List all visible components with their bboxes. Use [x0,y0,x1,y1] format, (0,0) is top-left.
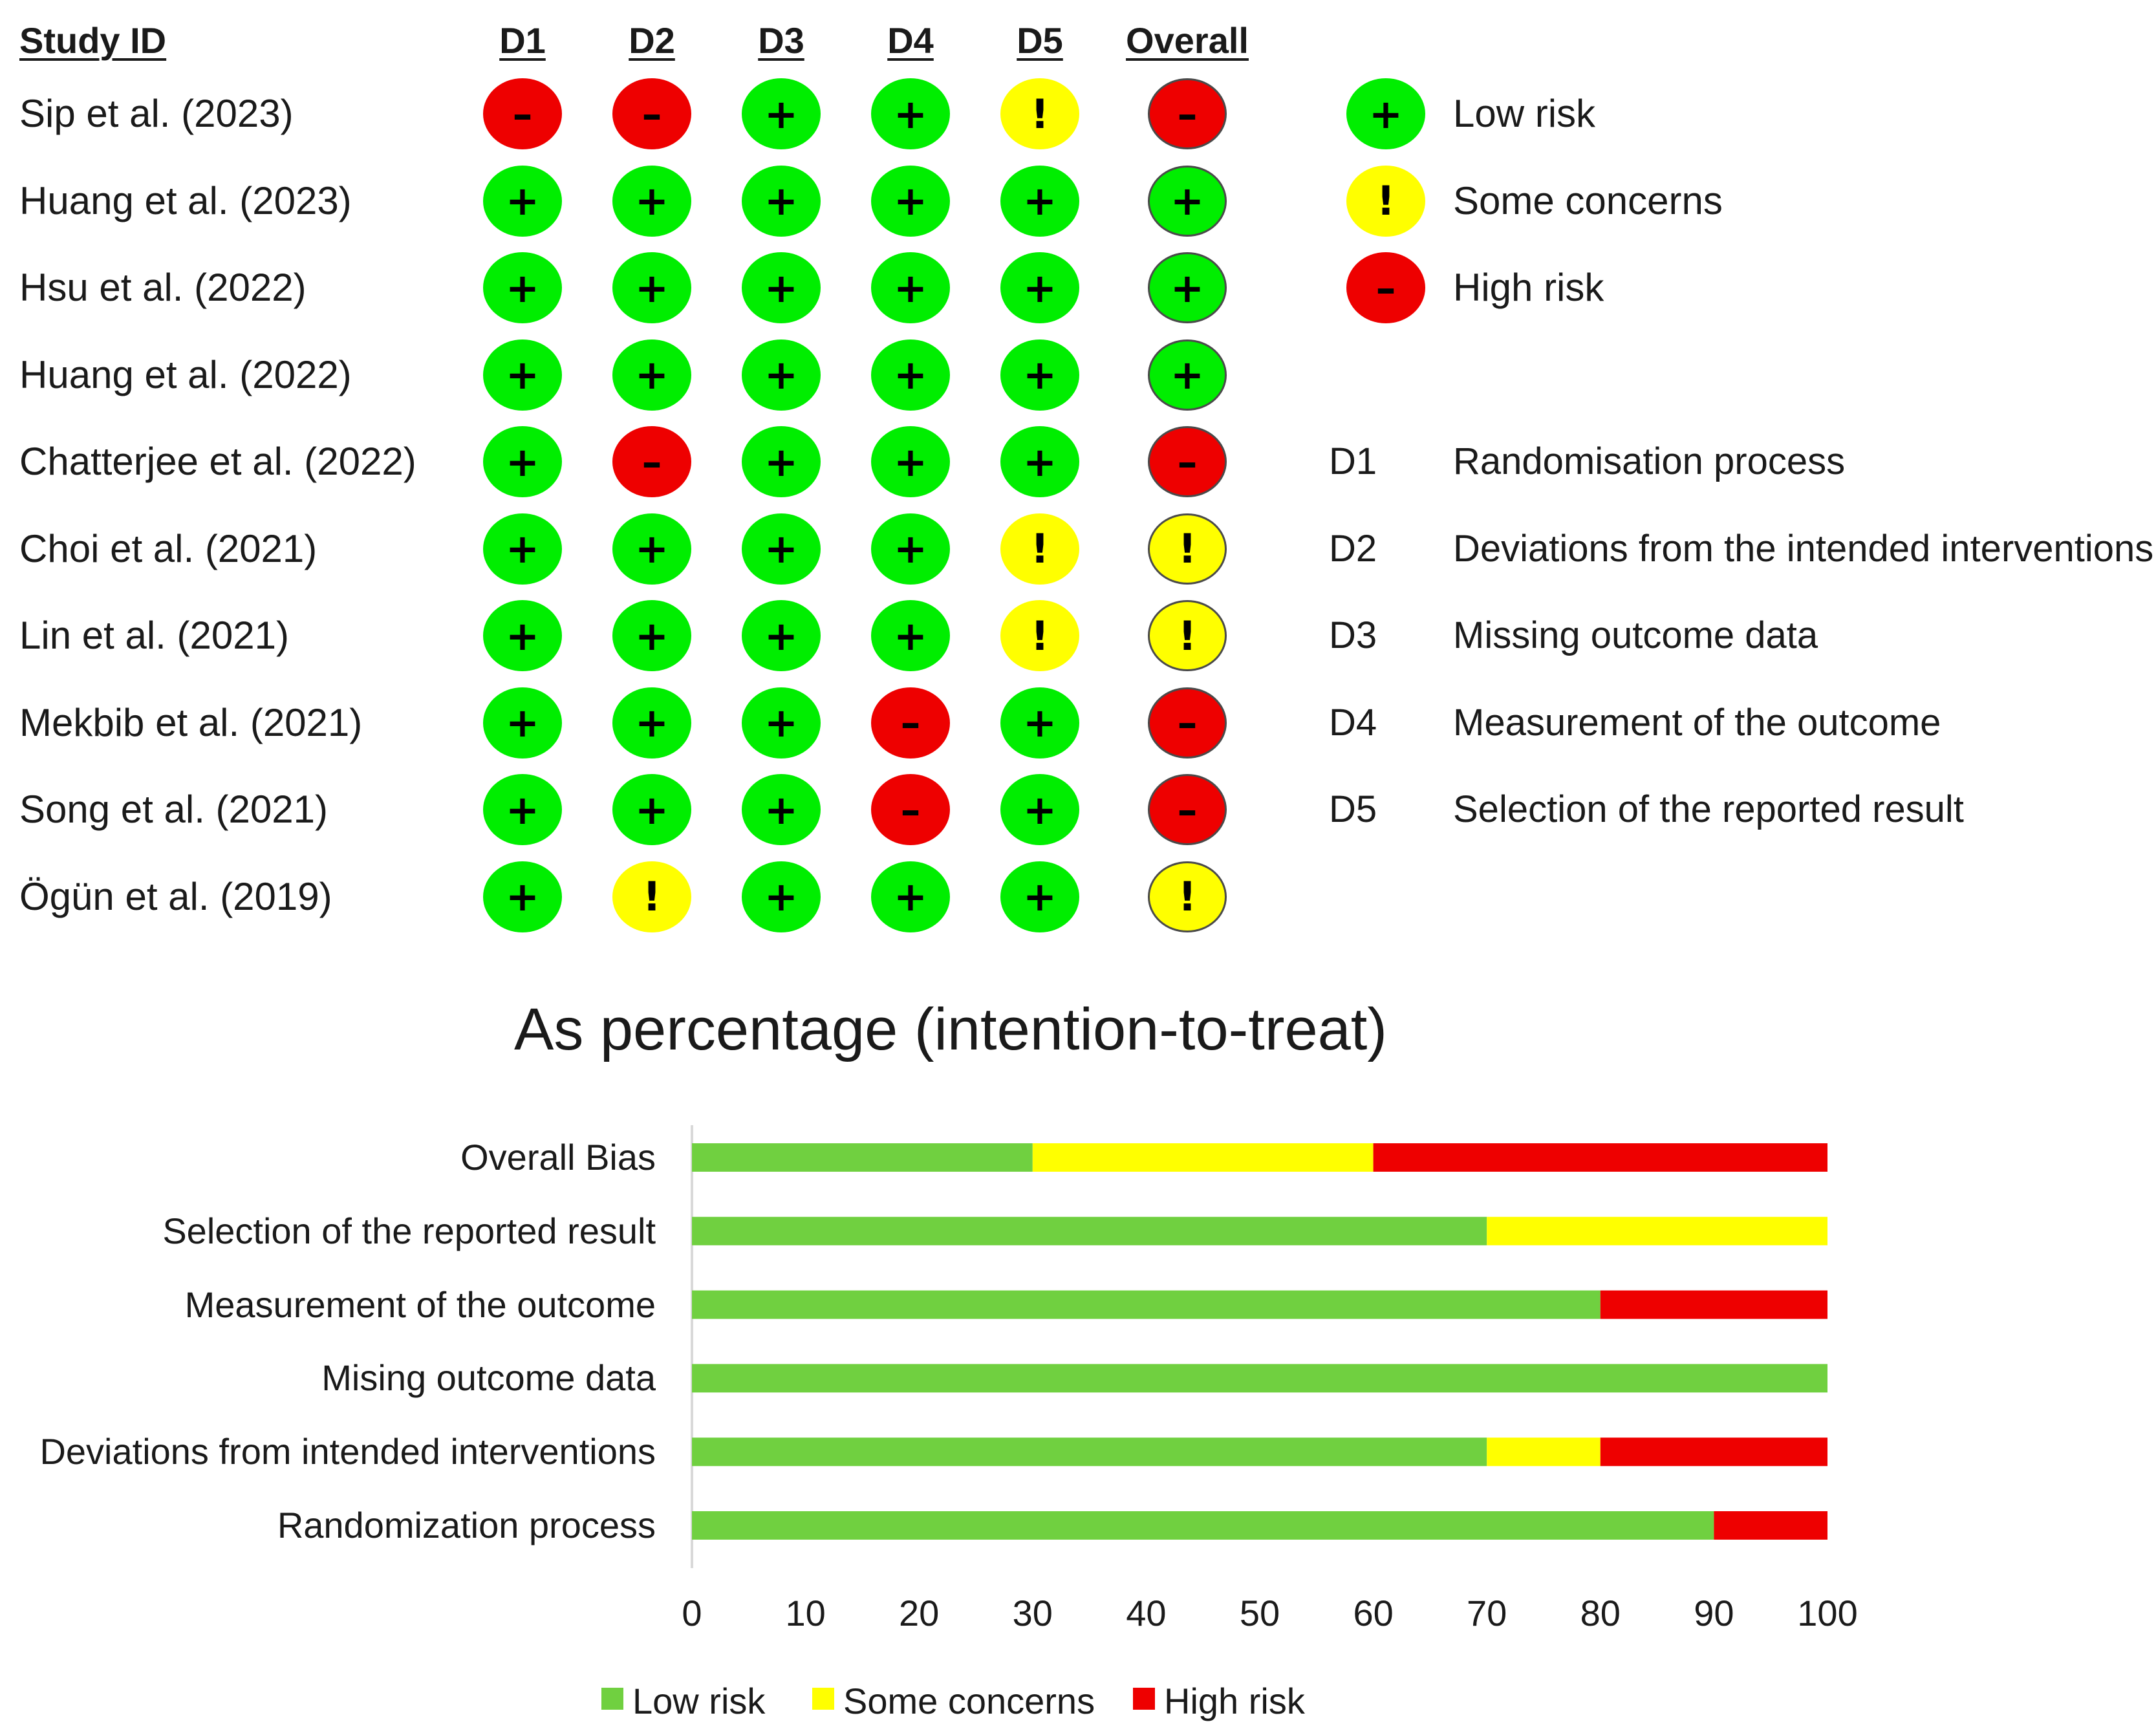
rating-high-icon: – [871,774,950,845]
legend-swatch [812,1688,834,1710]
rating-low-icon: + [483,861,562,932]
study-id-header: Study ID [19,20,167,61]
rating-low-icon: + [612,513,691,585]
rating-low-icon: + [483,687,562,759]
bar-category-label: Randomization process [277,1505,656,1545]
study-label: Huang et al. (2023) [19,178,352,222]
study-label: Lin et al. (2021) [19,614,289,657]
domain-description: Selection of the reported result [1453,788,1964,830]
rating-low-icon: + [871,78,950,149]
x-tick-label: 70 [1467,1593,1507,1633]
study-label: Ögün et al. (2019) [19,874,332,918]
rating-low-icon: + [742,600,821,671]
rating-low-icon: + [742,861,821,932]
rating-some-icon: ! [1148,513,1227,585]
x-tick-label: 80 [1580,1593,1621,1633]
domain-header-overall: Overall [1126,20,1249,61]
bar-segment-some-concerns [1033,1143,1374,1172]
domain-header-d5: D5 [1017,20,1063,61]
rating-low-icon: + [1000,252,1079,323]
rating-low-icon: + [1148,339,1227,411]
bar-segment-high-risk [1714,1511,1827,1540]
bar-category-label: Overall Bias [460,1137,656,1178]
legend-high-label: High risk [1453,266,1604,309]
rating-low-icon: + [612,339,691,411]
rating-low-icon: + [1000,774,1079,845]
rating-low-icon: + [871,600,950,671]
study-label: Chatterjee et al. (2022) [19,440,416,483]
rating-low-icon: + [612,166,691,237]
study-label: Hsu et al. (2022) [19,266,307,309]
rating-low-icon: + [1000,166,1079,237]
legend-swatch [601,1688,623,1710]
x-tick-label: 0 [682,1593,702,1633]
study-label: Mekbib et al. (2021) [19,700,363,744]
rating-low-icon: + [742,687,821,759]
bar-segment-low-risk [692,1217,1487,1245]
rating-low-icon: + [871,252,950,323]
rating-low-icon: + [871,339,950,411]
rating-low-icon: + [742,774,821,845]
bar-category-label: Mising outcome data [321,1357,656,1399]
bar-category-label: Deviations from intended interventions [39,1431,656,1472]
bar-segment-high-risk [1601,1437,1827,1466]
study-label: Sip et al. (2023) [19,92,294,135]
rating-some-icon: ! [1148,600,1227,671]
domain-code: D4 [1329,701,1377,744]
rating-high-icon: – [1148,774,1227,845]
bar-segment-high-risk [1374,1143,1827,1172]
x-tick-label: 30 [1012,1593,1053,1633]
x-tick-label: 40 [1126,1593,1167,1633]
rating-low-icon: + [612,774,691,845]
rating-low-icon: + [871,166,950,237]
bar-segment-low-risk [692,1291,1601,1319]
rating-low-icon: + [742,339,821,411]
rating-low-icon: + [1000,687,1079,759]
domain-description: Measurement of the outcome [1453,701,1941,744]
rating-low-icon: + [1148,166,1227,237]
rating-high-icon: – [871,687,950,759]
domain-header-d4: D4 [887,20,934,61]
legend-high-icon: – [1346,252,1425,323]
rating-low-icon: + [483,166,562,237]
bar-segment-low-risk [692,1364,1827,1392]
rating-low-icon: + [483,600,562,671]
x-tick-label: 20 [899,1593,940,1633]
rating-high-icon: – [1148,78,1227,149]
rating-low-icon: + [871,861,950,932]
bar-segment-some-concerns [1487,1217,1827,1245]
legend-series-label: Low risk [632,1681,766,1721]
bar-category-label: Selection of the reported result [162,1210,656,1251]
rating-low-icon: + [1000,861,1079,932]
x-tick-label: 100 [1797,1593,1858,1633]
rating-low-icon: + [483,774,562,845]
study-label: Choi et al. (2021) [19,526,318,570]
rating-some-icon: ! [612,861,691,932]
rating-low-icon: + [483,339,562,411]
legend-series-label: High risk [1164,1681,1305,1721]
rating-low-icon: + [483,252,562,323]
rating-low-icon: + [612,600,691,671]
bar-segment-low-risk [692,1437,1487,1466]
legend-some-label: Some concerns [1453,178,1723,222]
legend-some-icon: ! [1346,166,1425,237]
domain-description: Deviations from the intended interventions [1453,527,2154,570]
domain-code: D3 [1329,614,1377,656]
domain-code: D1 [1329,440,1377,482]
rating-high-icon: – [1148,426,1227,497]
legend-swatch [1133,1688,1155,1710]
domain-header-d3: D3 [758,20,804,61]
rating-low-icon: + [1000,339,1079,411]
rating-low-icon: + [483,426,562,497]
rating-low-icon: + [612,252,691,323]
bar-segment-high-risk [1601,1291,1827,1319]
bar-segment-low-risk [692,1143,1033,1172]
rating-some-icon: ! [1000,600,1079,671]
legend-low-label: Low risk [1453,92,1596,135]
domain-code: D5 [1329,788,1377,830]
x-tick-label: 10 [785,1593,826,1633]
rating-high-icon: – [1148,687,1227,759]
rating-high-icon: – [483,78,562,149]
rating-low-icon: + [742,78,821,149]
domain-code: D2 [1329,527,1377,570]
study-label: Huang et al. (2022) [19,352,352,396]
domain-header-d1: D1 [499,20,546,61]
legend-low-icon: + [1346,78,1425,149]
domain-description: Missing outcome data [1453,614,1818,656]
x-tick-label: 90 [1694,1593,1734,1633]
study-label: Song et al. (2021) [19,788,328,831]
rating-some-icon: ! [1148,861,1227,932]
rating-low-icon: + [871,426,950,497]
rating-some-icon: ! [1000,513,1079,585]
domain-description: Randomisation process [1453,440,1846,482]
rating-low-icon: + [742,166,821,237]
domain-header-d2: D2 [629,20,675,61]
bar-category-label: Measurement of the outcome [184,1284,656,1325]
rating-low-icon: + [1148,252,1227,323]
rating-low-icon: + [483,513,562,585]
rating-low-icon: + [871,513,950,585]
rating-low-icon: + [742,426,821,497]
rating-high-icon: – [612,78,691,149]
rating-high-icon: – [612,426,691,497]
rating-low-icon: + [1000,426,1079,497]
rating-low-icon: + [742,252,821,323]
legend-series-label: Some concerns [843,1681,1095,1721]
bar-segment-low-risk [692,1511,1714,1540]
rating-some-icon: ! [1000,78,1079,149]
x-tick-label: 50 [1239,1593,1280,1633]
rating-low-icon: + [612,687,691,759]
chart-title: As percentage (intention-to-treat) [513,996,1388,1062]
rating-low-icon: + [742,513,821,585]
bar-segment-some-concerns [1487,1437,1601,1466]
x-tick-label: 60 [1353,1593,1394,1633]
